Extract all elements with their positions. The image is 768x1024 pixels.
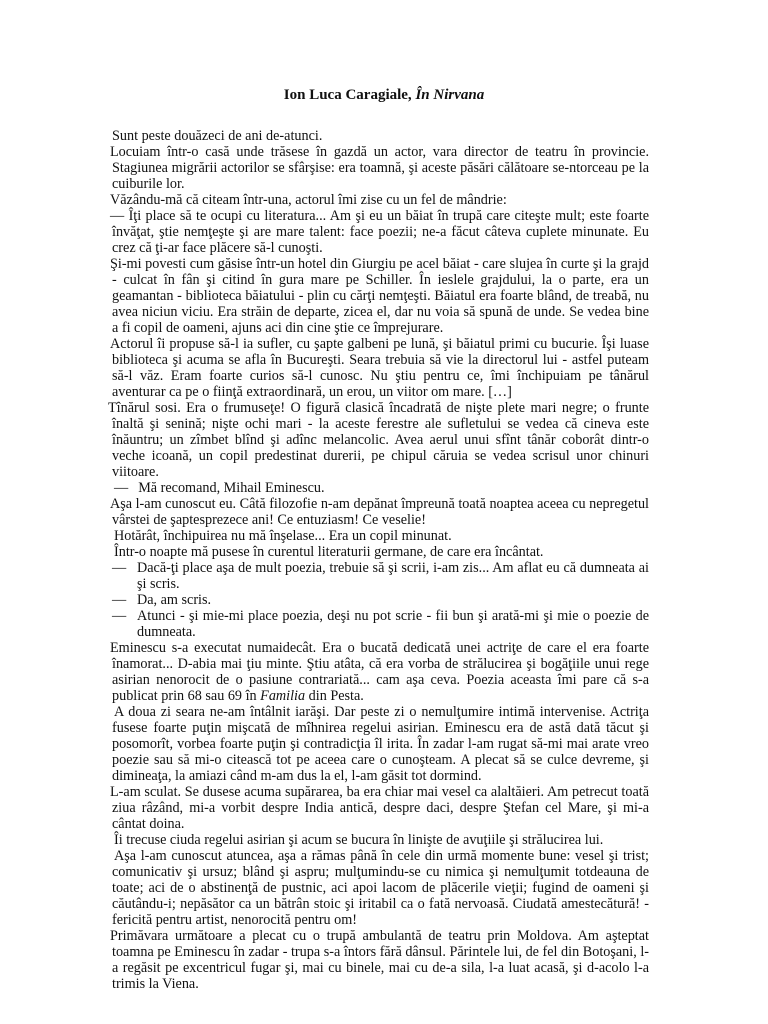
paragraph	[112, 640, 649, 704]
paragraph: Şi-mi povesti cum găsise într-un hotel din Giurgiu pe acel băiat - care slujea în curte şi la grajd - culcat în fân şi citind în gura mare pe Schiller. În ieslele grajdului, la o parte, era un geamantan - biblioteca băiatului - plin cu cărţi nemţeşti. Băiatul era foarte blând, de treabă, nu avea niciun viciu. Era străin de departe, zicea el, dar nu voia să spună de unde. Se vedea bine a fi copil de oameni, ajuns aci din cine ştie ce împrejurare.	[110, 256, 649, 336]
document-title	[0, 86, 768, 104]
paragraph-text: Sunt peste douăzeci de ani de-atunci.	[112, 128, 323, 144]
paragraph-text: din Pesta.	[305, 688, 364, 704]
dialogue-text: Dacă-ţi place aşa de mult poezia, trebuie să şi scrii, i-am zis... Am aflat eu că dumneata ai şi scris.	[137, 560, 649, 592]
paragraph: Hotărât, închipuirea nu mă înşelase... Era un copil minunat.	[114, 528, 452, 544]
dash-mark: —	[112, 608, 127, 624]
paragraph: Primăvara următoare a plecat cu o trupă ambulantă de teatru prin Moldova. Am aşteptat toamna pe Eminescu în zadar - trupa s-a întors fără dânsul. Părintele lui, de fel din Botoşani, l-a regăsit pe excentricul fugar şi, mai cu binele, mai cu de-a sila, l-a luat acasă, şi d-acolo l-a trimis la Viena.	[110, 928, 649, 992]
title-author: Ion Luca Caragiale,	[283, 87, 416, 103]
paragraph: — Îţi place să te ocupi cu literatura... Am şi eu un băiat în trupă care citeşte mult; este foarte învăţat, ştie nemţeşte şi are mare talent: face poezii; ne-a făcut câteva cuplete minunate. Eu crez că ţi-ar face plăcere să-l cunoşti.	[110, 208, 649, 256]
paragraph: L-am sculat. Se dusese acuma supărarea, ba era chiar mai vesel ca alaltăieri. Am petrecut toată ziua râzând, mi-a vorbit despre India antică, despre daci, despre Ştefan cel Mare, şi mi-a cântat doina.	[110, 784, 649, 832]
document-body	[108, 128, 649, 992]
paragraph: Într-o noapte mă pusese în curentul literaturii germane, de care era încântat.	[114, 544, 544, 560]
dialogue-line	[90, 592, 649, 608]
paragraph: Tînărul sosi. Era o frumuseţe! O figură clasică încadrată de nişte plete mari negre; o frunte înaltă şi senină; nişte ochi mari - la aceste ferestre ale sufletului se vedea că cineva este înăuntru; un zîmbet blînd şi adînc melancolic. Avea aerul unui sfînt tânăr coborât dintr-o veche icoană, un copil predestinat durerii, pe chipul căruia se vedea scrisul unor chinuri viitoare.	[108, 400, 649, 480]
paragraph: A doua zi seara ne-am întâlnit iarăşi. Dar peste zi o nemulţumire intimă intervenise. Actriţa fusese foarte puţin mişcată de mîhnirea regelui asirian. Eminescu era de astă dată tăcut şi posomorît, vorbea foarte puţin şi contradicţia îl irita. În zadar l-am rugat să-mi mai arate vreo poezie sau să mi-o citească tot pe aceea care o cunoşteam. A plecat să se culce devreme, şi dimineaţa, la amiazi când m-am dus la el, l-am găsit tot dormind.	[112, 704, 649, 784]
dialogue-line	[90, 608, 649, 640]
dash-mark: —	[114, 480, 129, 496]
paragraph	[112, 128, 649, 144]
paragraph: Locuiam într-o casă unde trăsese în gazdă un actor, vara director de teatru în provincie. Stagiunea migrării actorilor se sfârşise: era toamnă, şi aceste păsări călătoare se-ntorceau pe la cuiburile lor.	[110, 144, 649, 192]
paragraph: Îi trecuse ciuda regelui asirian şi acum se bucura în linişte de avuţiile şi strălucirea lui.	[114, 832, 604, 848]
paragraph: Aşa l-am cunoscut eu. Câtă filozofie n-am depănat împreună toată noaptea aceea cu nepregetul vârstei de şaptesprezece ani! Ce entuziasm! Ce veselie!	[110, 496, 649, 528]
paragraph: Actorul îi propuse să-l ia sufler, cu şapte galbeni pe lună, şi băiatul primi cu bucurie. Îşi luase biblioteca şi acuma se afla în Bucureşti. Seara trebuia să vie la directorul lui - astfel puteam să-l văz. Eram foarte curios să-l cunosc. Nu ştiu pentru ce, îmi închipuiam pe tânărul aventurar ca pe o fiinţă extraordinară, un erou, un viitor om mare. […]	[110, 336, 649, 400]
dialogue-line	[90, 560, 649, 592]
dash-mark: —	[112, 560, 127, 576]
dialogue-text: Da, am scris.	[137, 592, 212, 608]
dash-mark: —	[112, 592, 127, 608]
dialogue-line	[112, 480, 649, 496]
paragraph: Aşa l-am cunoscut atuncea, aşa a rămas până în cele din urmă momente bune: vesel şi trist; comunicativ şi ursuz; blând şi aspru; mulţumindu-se cu nimica şi nemulţumit totdeauna de toate; aci de o abstinenţă de pustnic, aci apoi lacom de plăcerile vieţii; fugind de oameni şi căutându-i; nepăsător ca un bătrân stoic şi iritabil ca o fată nervoasă. Ciudată amestecătură! - fericită pentru artist, nenorocită pentru om!	[112, 848, 649, 928]
paragraph: Văzându-mă că citeam într-una, actorul îmi zise cu un fel de mândrie:	[110, 192, 507, 208]
dialogue-text: Mă recomand, Mihail Eminescu.	[138, 480, 325, 496]
dialogue-text: Atunci - şi mie-mi place poezia, deşi nu pot scrie - fii bun şi arată-mi şi mie o poezie de dumneata.	[137, 608, 649, 640]
paragraph-text: Eminescu s-a executat numaidecât. Era o bucată dedicată unei actriţe de care el era foarte înamorat... D-abia mai ţiu minte. Ştiu atâta, că era vorba de strălucirea şi bogăţiile unui rege asirian nenorocit de o pasiune contrariată... cam aşa ceva. Poezia aceasta îmi pare că s-a publicat prin 68 sau 69 în	[110, 640, 649, 704]
paragraph-italic: Familia	[260, 688, 306, 704]
title-work: În Nirvana	[415, 87, 485, 103]
